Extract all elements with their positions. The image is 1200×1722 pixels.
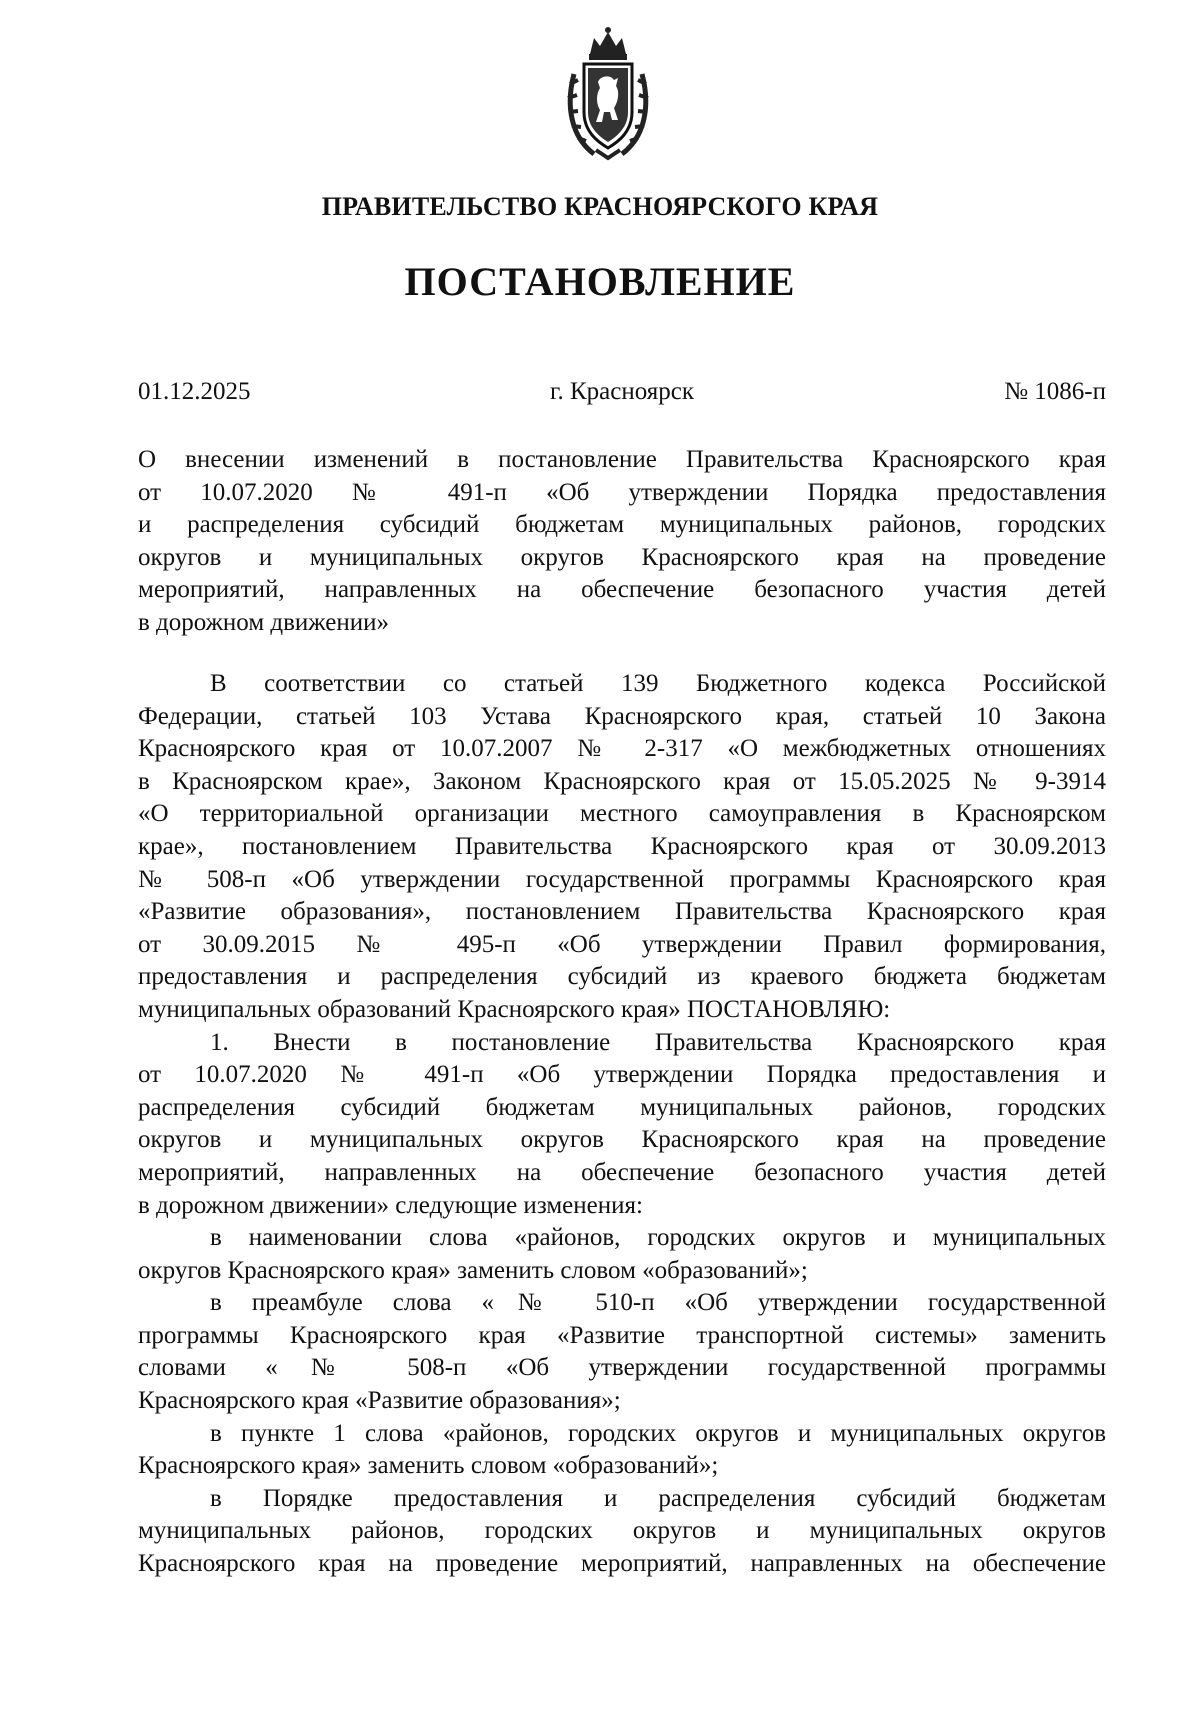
- document-type-title: ПОСТАНОВЛЕНИЕ: [404, 259, 796, 304]
- body-line: муниципальных образований Красноярского края» ПОСТАНОВЛЯЮ:: [138, 995, 891, 1023]
- body-line: «Развитие образования», постановлением Правительства Красноярского края: [138, 898, 1106, 926]
- body-line: Красноярского края» заменить словом «образований»;: [138, 1452, 719, 1480]
- subject-line: от 10.07.2020 № 491-п «Об утверждении Порядка предоставления: [138, 478, 1106, 506]
- body-line: в Красноярском крае», Законом Красноярского края от 15.05.2025 № 9-3914: [138, 767, 1106, 795]
- body-line: 1. Внести в постановление Правительства Красноярского края: [210, 1028, 1106, 1056]
- body-line: в Порядке предоставления и распределения субсидий бюджетам: [210, 1484, 1106, 1512]
- document-number: № 1086-п: [1004, 378, 1106, 405]
- document-meta-row: [138, 378, 1106, 412]
- body-line: В соответствии со статьей 139 Бюджетного кодекса Российской: [210, 670, 1106, 697]
- body-line: от 10.07.2020 № 491-п «Об утверждении Порядка предоставления и: [138, 1061, 1106, 1089]
- body-line: программы Красноярского края «Развитие транспортной системы» заменить: [138, 1321, 1106, 1349]
- body-line: в преамбуле слова «№ 510-п «Об утверждении государственной: [210, 1289, 1106, 1317]
- organization-title: ПРАВИТЕЛЬСТВО КРАСНОЯРСКОГО КРАЯ: [321, 192, 879, 221]
- body-line: Красноярского края от 10.07.2007 № 2-317 «О межбюджетных отношениях: [138, 735, 1106, 763]
- body-line: муниципальных районов, городских округов и муниципальных округов: [138, 1517, 1106, 1545]
- body-line: от 30.09.2015 № 495-п «Об утверждении Правил формирования,: [138, 930, 1106, 958]
- body-line: распределения субсидий бюджетам муниципальных районов, городских: [138, 1093, 1106, 1121]
- document-body: [138, 668, 1106, 1581]
- subject-line: округов и муниципальных округов Красноярского края на проведение: [138, 543, 1106, 571]
- body-line: «О территориальной организации местного самоуправления в Красноярском: [138, 800, 1106, 828]
- document-subject: [138, 444, 1106, 639]
- body-line: в дорожном движении» следующие изменения:: [138, 1191, 643, 1219]
- subject-line: и распределения субсидий бюджетам муниципальных районов, городских: [138, 511, 1106, 538]
- body-line: предоставления и распределения субсидий из краевого бюджета бюджетам: [138, 963, 1106, 991]
- body-line: в пункте 1 слова «районов, городских округов и муниципальных округов: [210, 1419, 1106, 1447]
- document-city: г. Красноярск: [550, 378, 694, 405]
- document-date: 01.12.2025: [138, 378, 251, 405]
- body-line: в наименовании слова «районов, городских округов и муниципальных: [210, 1224, 1106, 1252]
- body-line: округов Красноярского края» заменить словом «образований»;: [138, 1256, 808, 1284]
- body-line: Красноярского края на проведение мероприятий, направленных на обеспечение: [138, 1550, 1106, 1578]
- body-line: Федерации, статьей 103 Устава Красноярского края, статьей 10 Закона: [138, 702, 1106, 730]
- body-line: мероприятий, направленных на обеспечение безопасного участия детей: [138, 1158, 1106, 1186]
- body-line: крае», постановлением Правительства Красноярского края от 30.09.2013: [138, 832, 1106, 860]
- subject-line: в дорожном движении»: [138, 608, 389, 636]
- body-line: № 508-п «Об утверждении государственной программы Красноярского края: [138, 865, 1106, 893]
- subject-line: мероприятий, направленных на обеспечение безопасного участия детей: [138, 576, 1106, 603]
- body-line: округов и муниципальных округов Красноярского края на проведение: [138, 1126, 1106, 1154]
- body-line: словами «№ 508-п «Об утверждении государственной программы: [138, 1354, 1106, 1382]
- body-line: Красноярского края «Развитие образования»;: [138, 1387, 621, 1415]
- krasnoyarsk-coat-of-arms-icon: [560, 24, 656, 164]
- subject-line: О внесении изменений в постановление Правительства Красноярского края: [138, 446, 1106, 473]
